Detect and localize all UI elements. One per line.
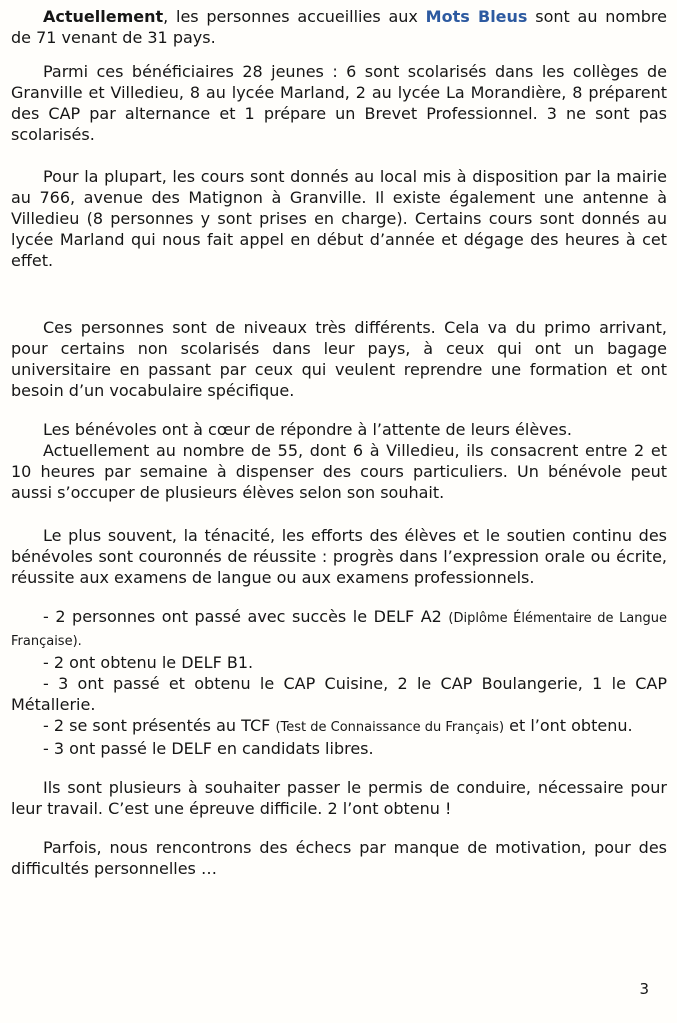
list-item-text: - 2 se sont présentés au TCF (43, 716, 276, 735)
list-item-delf-free: - 3 ont passé le DELF en candidats libres. (43, 739, 374, 758)
document-body (11, 6, 667, 892)
paragraph-failures: Parfois, nous rencontrons des échecs par manque de motivation, pour des difficultés personnelles … (11, 838, 667, 878)
paragraph-text: , les personnes accueillies aux (163, 7, 426, 26)
paragraph-volunteers-intro: Les bénévoles ont à cœur de répondre à l’attente de leurs élèves. (43, 420, 572, 439)
diploma-note: (Diplôme Élémentaire de Langue Française). (11, 611, 668, 649)
paragraph-beneficiaries: Parmi ces bénéficiaires 28 jeunes : 6 sont scolarisés dans les collèges de Granville et Villedieu, 8 au lycée Marland, 2 au lycée La Morandière, 8 préparent des CAP par alternance et 1 prépare un Brevet Professionnel. 3 ne sont pas scolarisés. (11, 62, 667, 144)
lead-word: Actuellement (43, 7, 164, 26)
list-item-text: et l’ont obtenu. (504, 716, 633, 735)
paragraph-text: sont au nombre de 71 venant de 31 pays. (11, 7, 668, 47)
list-item-tcf (11, 715, 667, 738)
paragraph-levels: Ces personnes sont de niveaux très différents. Cela va du primo arrivant, pour certains non scolarisés dans leur pays, à ceux qui ont un bagage universitaire en passant par ceux qui veulent reprendre une formation et ont besoin d’un vocabulaire spécifique. (11, 318, 667, 400)
paragraph-driving-license: Ils sont plusieurs à souhaiter passer le permis de conduire, nécessaire pour leur travail. C’est une épreuve difficile. 2 l’ont obtenu ! (11, 778, 667, 818)
list-item-delf-b1: - 2 ont obtenu le DELF B1. (43, 653, 254, 672)
paragraph-success: Le plus souvent, la ténacité, les efforts des élèves et le soutien continu des bénévoles sont couronnés de réussite : progrès dans l’expression orale ou écrite, réussite aux examens de langue ou aux examens professionnels. (11, 526, 667, 587)
paragraph-current-count (11, 6, 667, 48)
list-item-text: - 2 personnes ont passé avec succès le DELF A2 (43, 607, 449, 626)
paragraph-premises: Pour la plupart, les cours sont donnés au local mis à disposition par la mairie au 766, avenue des Matignon à Granville. Il existe également une antenne à Villedieu (8 personnes y sont prises en charge). Certains cours sont donnés au lycée Marland qui nous fait appel en début d’année et dégage des heures à cet effet. (11, 167, 667, 270)
diploma-note: (Test de Connaissance du Français) (275, 720, 505, 735)
list-item-delf-a2 (11, 606, 667, 652)
page-number: 3 (639, 980, 649, 998)
paragraph-volunteers-count: Actuellement au nombre de 55, dont 6 à Villedieu, ils consacrent entre 2 et 10 heures par semaine à dispenser des cours particuliers. Un bénévole peut aussi s’occuper de plusieurs élèves selon son souhait. (11, 441, 667, 502)
list-item-cap: - 3 ont passé et obtenu le CAP Cuisine, 2 le CAP Boulangerie, 1 le CAP Métallerie. (11, 674, 667, 714)
association-name: Mots Bleus (425, 7, 528, 26)
